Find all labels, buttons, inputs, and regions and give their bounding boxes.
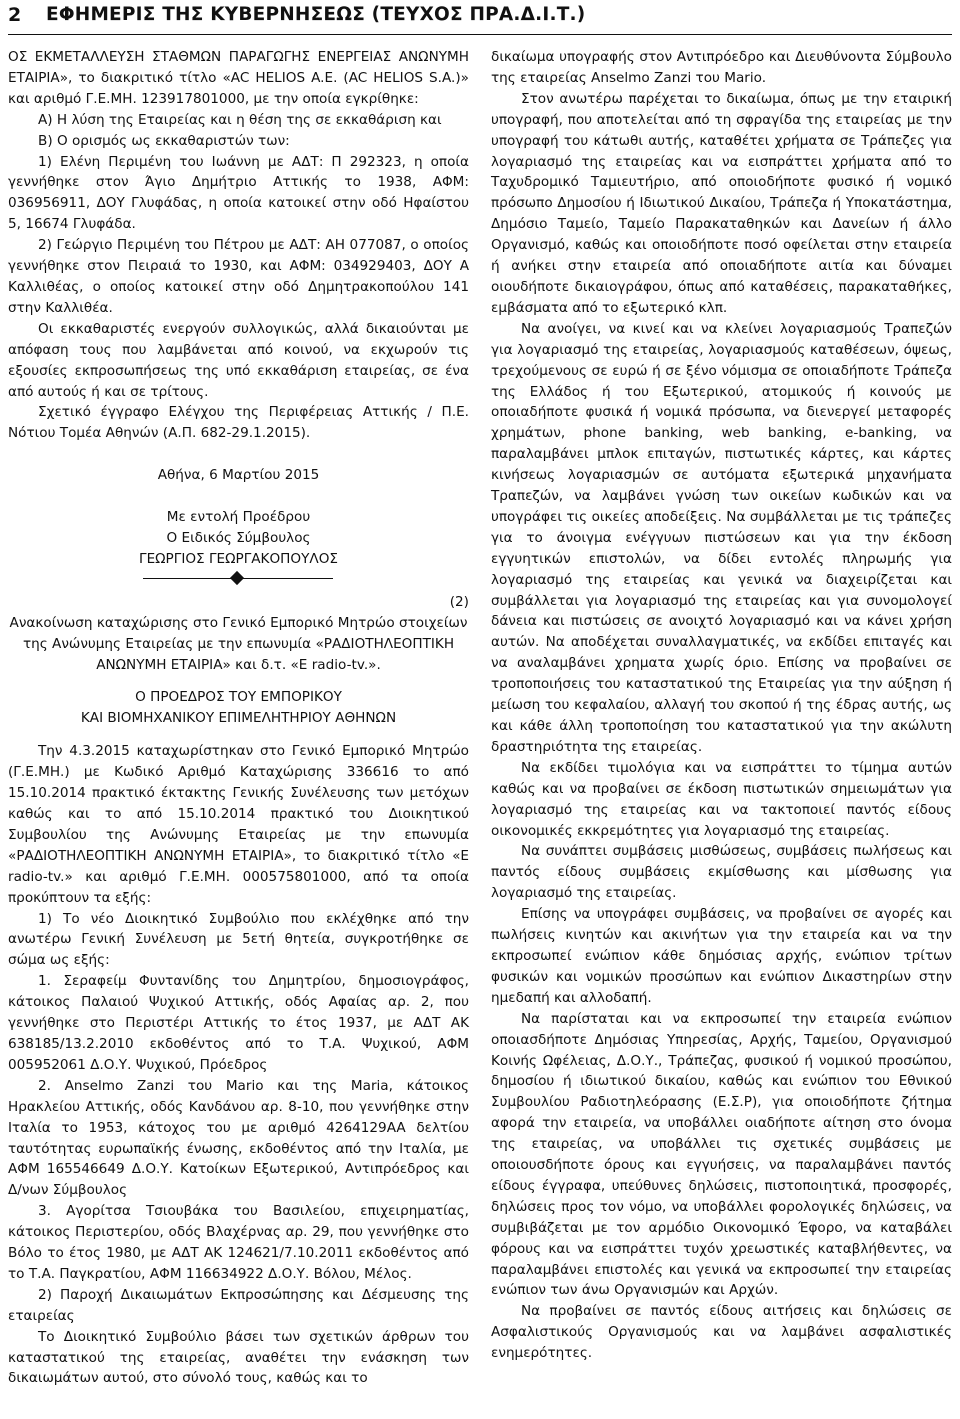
right-column — [491, 47, 952, 1364]
paragraph: 2) Παροχή Δικαιωμάτων Εκπροσώπησης και Δέσμευσης της εταιρείας — [8, 1286, 469, 1324]
paragraph: Επίσης να υπογράφει συμβάσεις, να προβαίνει σε αγορές και πωλήσεις κινητών και ακινήτων για την εταιρεία και να την εκπροσωπεί ενώπιον κάθε δημόσιας αρχής, ενώπιον τρίτων φυσικών και νομικών προσώπων και ενώπιον Δικαστηρίων στην ημεδαπή και αλλοδαπή. — [491, 906, 952, 1006]
paragraph: Οι εκκαθαριστές ενεργούν συλλογικώς, αλλά δικαιούνται με απόφαση τους που λαμβάνεται από κοινού, να εκχωρούν τις εξουσίες εκπροσωπήσεως της υπό εκκαθάριση εταιρείας, σε ένα από αυτούς ή και σε τρίτους. — [8, 320, 469, 400]
notice-number: (2) — [449, 593, 469, 610]
paragraph: ΟΣ ΕΚΜΕΤΑΛΛΕΥΣΗ ΣΤΑΘΜΩΝ ΠΑΡΑΓΩΓΗΣ ΕΝΕΡΓΕΙΑΣ ΑΝΩΝΥΜΗ ΕΤΑΙΡΙΑ», το διακριτικό τίτλο «AC HELIOS A.E. (AC HELIOS S.A.)» και αριθμό Γ.Ε.ΜΗ. 123917801000, με την οποία εγκρίθηκε: — [8, 49, 469, 107]
paragraph: 2. Anselmo Zanzi του Mario και της Maria, κάτοικος Ηρακλείου Αττικής, οδός Κανδάνου αρ. 8-10, που γεννήθηκε στην Ιταλία το 1953, κάτοχος του με αριθμό 4264129AA δελτίου ταυτότητας ευρωπαϊκής ένωσης, εκδοθέντος από την Ιταλία, με ΑΦΜ 165546649 Δ.Ο.Υ. Κατοίκων Εξωτερικού, Αντιπρόεδρος και Δ/νων Σύμβουλος — [8, 1077, 469, 1199]
paragraph: Α) Η λύση της Εταιρείας και η θέση της σε εκκαθάριση και — [38, 111, 442, 128]
paragraph: 1. Σεραφείμ Φυντανίδης του Δημητρίου, δημοσιογράφος, κάτοικος Παλαιού Ψυχικού Αττικής, οδός Αφαίας αρ. 2, που γεννήθηκε στο Περιστέρι Αττικής το έτος 1937, με ΑΔΤ ΑΚ 638185/13.2.2010 εκδοθέντος από το Τ.Α. Ψυχικού, ΑΦΜ 005952061 Δ.Ο.Υ. Ψυχικού, Πρόεδρος — [8, 973, 469, 1073]
paragraph: Β) Ο ορισμός ως εκκαθαριστών των: — [38, 132, 290, 149]
paragraph: 1) Το νέο Διοικητικό Συμβούλιο που εκλέχθηκε από την ανωτέρω Γενική Συνέλευση με 5ετή θητεία, συγκροτήθηκε σε σώμα ως εξής: — [8, 910, 469, 969]
authority-heading: Ο ΠΡΟΕΔΡΟΣ ΤΟΥ ΕΜΠΟΡΙΚΟΥ — [135, 689, 342, 706]
paragraph: Να εκδίδει τιμολόγια και να εισπράττει το τίμημα αυτών καθώς και να προβαίνει σε έκδοση πιστωτικών σημειωμάτων για λογαριασμό της εταιρείας και να τακτοποιεί παντός είδους οικονομικές εκκρεμότητες για λογαριασμό της εταιρείας. — [491, 759, 952, 839]
paragraph: Την 4.3.2015 καταχωρίστηκαν στο Γενικό Εμπορικό Μητρώο (Γ.Ε.ΜΗ.) με Κωδικό Αριθμό Καταχώρισης 336616 το από 15.10.2014 πρακτικό έκτακτης Γενικής Συνέλευσης των μετόχων καθώς και το από 15.10.2014 πρακτικό του Διοικητικού Συμβουλίου της Ανώνυμης Εταιρείας με την επωνυμία «ΡΑΔΙΟΤΗΛΕΟΠΤΙΚΗ ΑΝΩΝΥΜΗ ΕΤΑΙΡΙΑ», το διακριτικό τίτλο «E radio-tv.» και αριθμό Γ.Ε.ΜΗ. 000575801000, από τα οποία προκύπτουν τα εξής: — [8, 743, 469, 906]
paragraph: δικαίωμα υπογραφής στον Αντιπρόεδρο και Διευθύνοντα Σύμβουλο της εταιρείας Anselmo Zanzi του Mario. — [491, 49, 952, 86]
signature-name: ΓΕΩΡΓΙΟΣ ΓΕΩΡΓΑΚΟΠΟΥΛΟΣ — [139, 550, 338, 567]
authority-heading: ΚΑΙ ΒΙΟΜΗΧΑΝΙΚΟΥ ΕΠΙΜΕΛΗΤΗΡΙΟΥ ΑΘΗΝΩΝ — [80, 710, 397, 727]
paragraph: Να συνάπτει συμβάσεις μισθώσεως, συμβάσεις πωλήσεως και παντός είδους συμβάσεις εκμίσθωσης και μίσθωσης για λογαριασμό της εταιρείας. — [491, 843, 952, 902]
header-rule — [8, 34, 952, 35]
paragraph: Να παρίσταται και να εκπροσωπεί την εταιρεία ενώπιον οποιασδήποτε Δημόσιας Υπηρεσίας, Αρχής, Ταμείου, Οργανισμού Κοινής Ωφέλειας, Δ.Ο.Υ., Τράπεζας, φυσικού ή νομικού προσώπου, δημοσίου ή ιδιωτικού δικαίου, καθώς και ενώπιον του Εθνικού Συμβουλίου Ραδιοτηλεόρασης (Ε.Σ.Ρ), για οποιοδήποτε ζήτημα αφορά την εταιρεία, να υποβάλλει οιαδήποτε αίτηση στο όνομα της εταιρείας, να υποβάλλει τις σχετικές συμβάσεις με οποιουσδήποτε όρους και εγγυήσεις, να παραλαμβάνει παντός είδους έγγραφα, υπεύθυνες δηλώσεις, πιστοποιητικά, προσφορές, δηλώσεις προς τον νόμο, να υποβάλλει φορολογικές δηλώσεις, να συμβιβάζεται με τον αρμόδιο Οικονομικό Έφορο, να καταβάλει φόρους και να εισπράττει τυχόν χρεωστικές καταβλήθεντες, να παραλαμβάνει επιστολές και γενικά να εκπροσωπεί την εταιρείας ενώπιον των άνω Οργανισμών και Αρχών. — [491, 1010, 952, 1299]
paragraph: Το Διοικητικό Συμβούλιο βάσει των σχετικών άρθρων του καταστατικού της εταιρείας, αναθέτει την ενάσκηση των δικαιωμάτων αυτού, στο σύνολό τους, καθώς και το — [8, 1328, 469, 1387]
page-number: 2 — [8, 4, 22, 26]
diamond-ornament-icon — [230, 571, 244, 585]
paragraph: Σχετικό έγγραφο Ελέγχου της Περιφέρειας Αττικής / Π.Ε. Νότιου Τομέα Αθηνών (Α.Π. 682-29.1.2015). — [8, 404, 469, 442]
paragraph: 1) Ελένη Περιμένη του Ιωάννη με ΑΔΤ: Π 292323, η οποία γεννήθηκε στον Άγιο Δημήτριο Αττικής το 1938, ΑΦΜ: 036956911, ΔΟΥ Γλυφάδας, η οποία κατοικεί στην οδό Ηφαίστου 5, 16674 Γλυφάδα. — [8, 153, 469, 233]
signature-date: Αθήνα, 6 Μαρτίου 2015 — [157, 467, 320, 484]
section-divider — [8, 572, 469, 586]
paragraph: Να προβαίνει σε παντός είδους αιτήσεις και δηλώσεις σε Ασφαλιστικούς Οργανισμούς και να λαμβάνει ασφαλιστικές ενημερότητες. — [491, 1303, 952, 1362]
notice-title: Ανακοίνωση καταχώρισης στο Γενικό Εμπορικό Μητρώο στοιχείων της Ανώνυμης Εταιρείας με την επωνυμία «ΡΑΔΙΟΤΗΛΕΟΠΤΙΚΗ ΑΝΩΝΥΜΗ ΕΤΑΙΡΙΑ» και δ.τ. «E radio-tv.». — [9, 614, 468, 673]
paragraph: Στον ανωτέρω παρέχεται το δικαίωμα, όπως με την εταιρική υπογραφή, που αποτελείται από τη σφραγίδα της εταιρείας με την υπογραφή του κάτωθι αυτής, καταθέτει χρήματα σε Τράπεζες για λογαριασμό της εταιρείας και να εισπράττει χρήματα από το Ταχυδρομικό Ταμιευτήριο, από οποιοδήποτε φυσικό ή νομικό πρόσωπο Δημοσίου ή Ιδιωτικού Δικαίου, Τράπεζα ή Υποκατάστημα, Δημόσιο Ταμείο, Ταμείο Παρακαταθηκών και Δανείων ή άλλο Οργανισμό, καθώς και οποιοδήποτε ποσό οφείλεται στην εταιρεία ή ανήκει στην εταιρεία από οποιαδήποτε αιτία και δύναμει οιουδήποτε δικαιογράφου, όπως από καταθέσεις, παρακαταθήκες, εμβάσματα από το εξωτερικό κλπ. — [491, 90, 952, 316]
signature-line: Με εντολή Προέδρου — [166, 509, 311, 526]
signature-line: Ο Ειδικός Σύμβουλος — [166, 530, 311, 547]
paragraph: 3. Αγορίτσα Τσιουβάκα του Βασιλείου, επιχειρηματίας, κάτοικος Περιστερίου, οδός Βλαχέρνας αρ. 29, που γεννήθηκε στο Βόλο το έτος 1980, με ΑΔΤ ΑΚ 124621/7.10.2011 εκδοθέντος από το Τ.Α. Παγκρατίου, ΑΦΜ 116634922 Δ.Ο.Υ. Βόλου, Μέλος. — [8, 1203, 469, 1282]
gazette-title: ΕΦΗΜΕΡΙΣ ΤΗΣ ΚΥΒΕΡΝΗΣΕΩΣ (ΤΕΥΧΟΣ ΠΡΑ.Δ.Ι.Τ.) — [46, 4, 586, 25]
paragraph: Να ανοίγει, να κινεί και να κλείνει λογαριασμούς Τραπεζών για λογαριασμό της εταιρείας, λογαριασμούς καταθέσεων, όψεως, τρεχούμενους σε ευρώ ή σε ξένο νόμισμα σε οποιαδήποτε Τράπεζα της Ελλάδος ή του Εξωτερικού, ατομικούς ή κοινούς με οποιαδήποτε φυσικά ή νομικά πρόσωπα, να διενεργεί μεταφορές χρημάτων, phone banking, web banking, e-banking, να παραλαμβάνει μπλοκ επιταγών, πιστωτικές κάρτες, και κάρτες κινήσεως λογαριασμών σε αυτόματα εξωτερικά μηχανήματα Τραπεζών, να λαμβάνει γνώση των οικείων κωδικών και να υπογράφει τις οικείες αποδείξεις. Να συμβάλλεται με τις τράπεζες για το άνοιγμα ενέγγυων πιστώσεων και για την έκδοση εγγυητικών επιστολών, να δίδει εντολές πληρωμής για λογαριασμό της εταιρείας και γενικά να διαχειρίζεται και συμβάλλεται για λογαριασμό της εταιρείας και για συνομολογεί δάνεια και πιστώσεις σε ανοιχτό λογαριασμό και να κάνει χρήση αυτών. Να αποδέχεται συναλλαγματικές, να εκδίδει επιταγές και να αναλαμβάνει χρηματα χωρίς όριο. Επίσης να προβαίνει σε τροποποιήσεις του καταστατικού της Εταιρείας για την αύξηση ή μείωση του κεφαλαίου, αλλαγή του σκοπού ή της έδρας αυτής, ως και κάθε άλλη τροποποίηση του καταστατικού για την ακώλυτη δραστηριότητα της εταιρείας. — [491, 320, 952, 755]
paragraph: 2) Γεώργιο Περιμένη του Πέτρου με ΑΔΤ: ΑΗ 077087, ο οποίος γεννήθηκε στον Πειραιά το 1930, και ΑΦΜ: 034929403, ΔΟΥ Α Καλλιθέας, ο οποίος κατοικεί στην οδό Δημητρακοπούλου 141 στην Καλλιθέα. — [8, 237, 469, 316]
page-header — [8, 4, 952, 34]
left-column — [8, 47, 469, 1389]
